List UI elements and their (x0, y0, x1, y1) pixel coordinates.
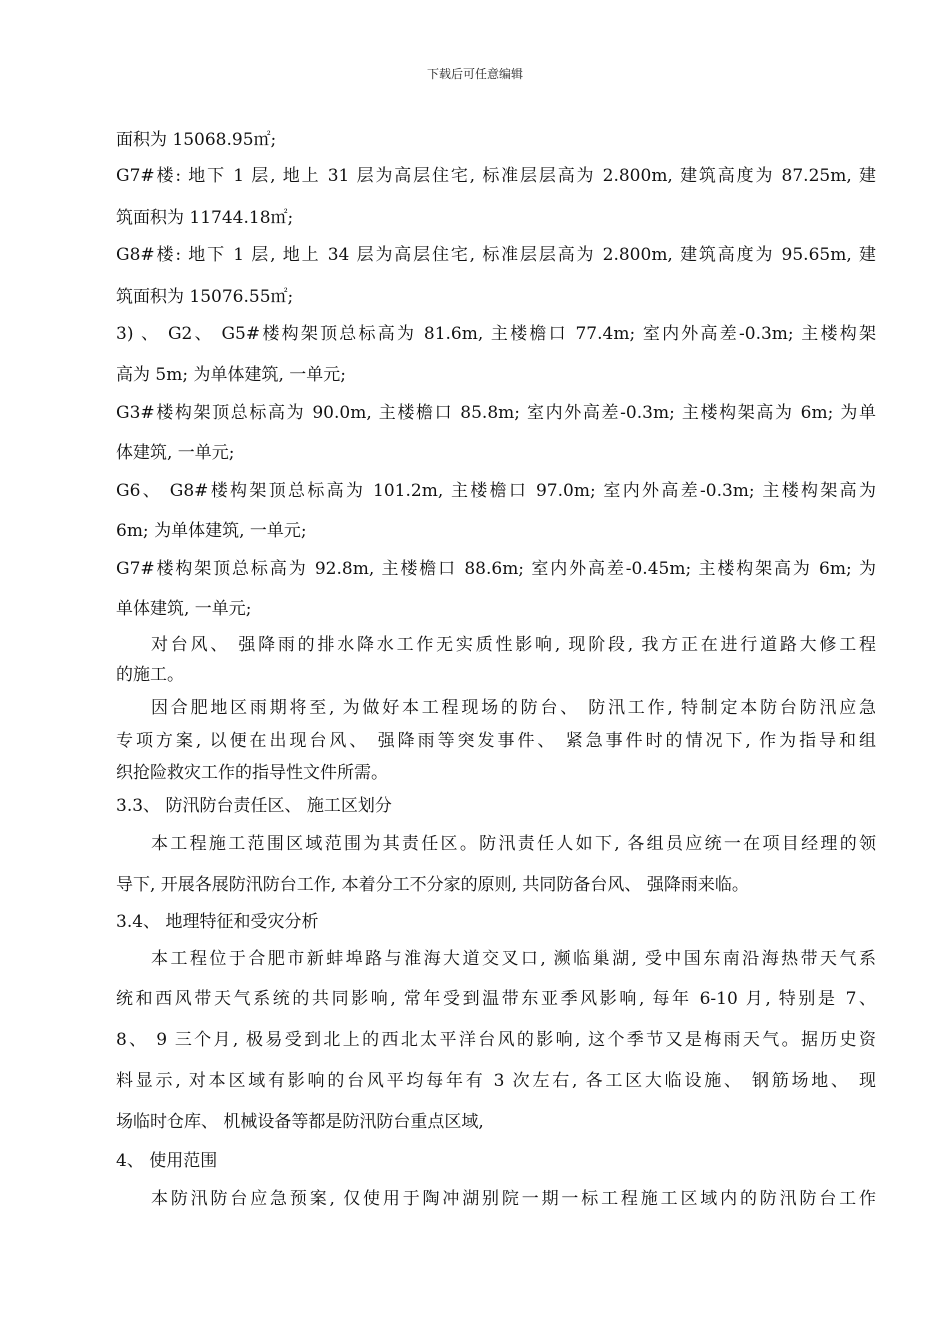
text-line: 的施工。 (116, 665, 184, 685)
text-line: 高为 5m; 为单体建筑, 一单元; (116, 365, 347, 385)
text-line: 导下, 开展各展防汛防台工作, 本着分工不分家的原则, 共同防备台风、 强降雨来临。 (116, 875, 749, 895)
section-heading: 4、 使用范围 (116, 1151, 218, 1171)
text-line: 面积为 15068.95㎡; (116, 130, 277, 150)
text-line: G3#楼构架顶总标高为 90.0m, 主楼檐口 85.8m; 室内外高差-0.3m; 主楼构架高为 6m; 为单 (116, 403, 876, 423)
section-heading: 3.4、 地理特征和受灾分析 (116, 912, 319, 932)
text-line: 3) 、 G2、 G5#楼构架顶总标高为 81.6m, 主楼檐口 77.4m; 室内外高差-0.3m; 主楼构架 (116, 324, 876, 344)
text-line: 料显示, 对本区域有影响的台风平均每年有 3 次左右, 各工区大临设施、 钢筋场地、 现 (116, 1071, 876, 1091)
text-line: G8#楼: 地下 1 层, 地上 34 层为高层住宅, 标准层层高为 2.800m, 建筑高度为 95.65m, 建 (116, 245, 876, 265)
text-line: 本工程施工范围区域范围为其责任区。防汛责任人如下, 各组员应统一在项目经理的领 (151, 834, 876, 854)
text-line: G6、 G8#楼构架顶总标高为 101.2m, 主楼檐口 97.0m; 室内外高差-0.3m; 主楼构架高为 (116, 481, 876, 501)
text-line: 体建筑, 一单元; (116, 443, 235, 463)
page-header-watermark: 下载后可任意编辑 (426, 67, 523, 81)
text-line: G7#楼构架顶总标高为 92.8m, 主楼檐口 88.6m; 室内外高差-0.45m; 主楼构架高为 6m; 为 (116, 559, 876, 579)
text-line: 统和西风带天气系统的共同影响, 常年受到温带东亚季风影响, 每年 6-10 月, 特别是 7、 (116, 989, 876, 1009)
text-line: 对台风、 强降雨的排水降水工作无实质性影响, 现阶段, 我方正在进行道路大修工程 (151, 635, 876, 655)
section-heading: 3.3、 防汛防台责任区、 施工区划分 (116, 796, 392, 816)
text-line: 单体建筑, 一单元; (116, 599, 252, 619)
text-line: G7#楼: 地下 1 层, 地上 31 层为高层住宅, 标准层层高为 2.800m, 建筑高度为 87.25m, 建 (116, 166, 876, 186)
text-line: 因合肥地区雨期将至, 为做好本工程现场的防台、 防汛工作, 特制定本防台防汛应急 (151, 698, 876, 718)
text-line: 筑面积为 15076.55㎡; (116, 287, 294, 307)
text-line: 本防汛防台应急预案, 仅使用于陶冲湖别院一期一标工程施工区域内的防汛防台工作 (151, 1189, 876, 1209)
text-line: 6m; 为单体建筑, 一单元; (116, 521, 307, 541)
text-line: 8、 9 三个月, 极易受到北上的西北太平洋台风的影响, 这个季节又是梅雨天气。据历史资 (116, 1030, 876, 1050)
text-line: 专项方案, 以便在出现台风、 强降雨等突发事件、 紧急事件时的情况下, 作为指导和组 (116, 731, 876, 751)
text-line: 本工程位于合肥市新蚌埠路与淮海大道交叉口, 濒临巢湖, 受中国东南沿海热带天气系 (151, 949, 876, 969)
text-line: 织抢险救灾工作的指导性文件所需。 (116, 763, 388, 783)
text-line: 筑面积为 11744.18㎡; (116, 208, 294, 228)
text-line: 场临时仓库、 机械设备等都是防汛防台重点区域, (116, 1112, 484, 1132)
